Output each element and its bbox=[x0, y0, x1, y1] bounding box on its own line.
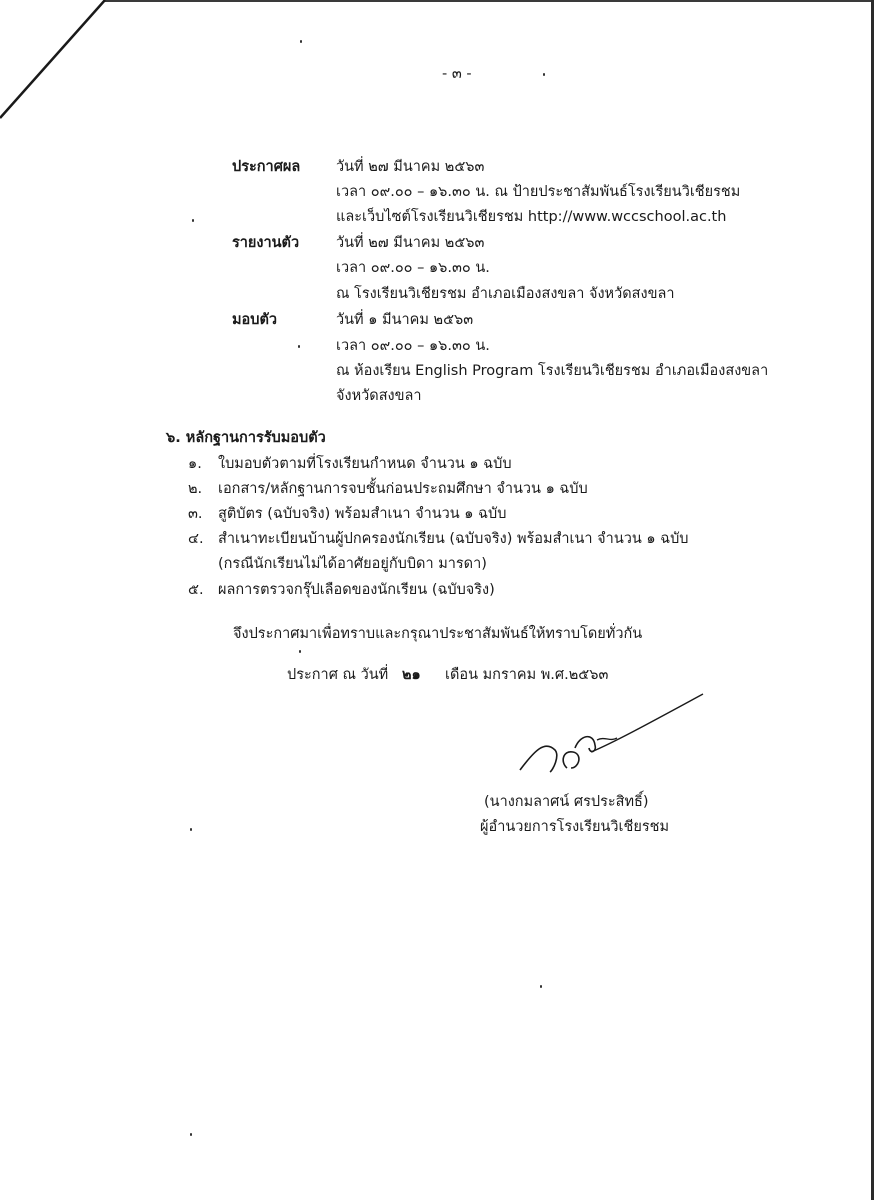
schedule-line: วันที่ ๒๗ มีนาคม ๒๕๖๓ bbox=[336, 235, 485, 251]
scan-speck bbox=[540, 985, 542, 988]
list-item: เอกสาร/หลักฐานการจบชั้นก่อนประถมศึกษา จำนวน ๑ ฉบับ bbox=[218, 481, 588, 497]
schedule-label-results: ประกาศผล bbox=[232, 159, 301, 175]
list-item-number: ๒. bbox=[188, 481, 203, 497]
announce-day: ๒๑ bbox=[402, 667, 421, 683]
list-item: ใบมอบตัวตามที่โรงเรียนกำหนด จำนวน ๑ ฉบับ bbox=[218, 456, 512, 472]
list-item: สูติบัตร (ฉบับจริง) พร้อมสำเนา จำนวน ๑ ฉบับ bbox=[218, 506, 507, 522]
list-item-number: ๑. bbox=[188, 456, 202, 472]
schedule-line: และเว็บไซต์โรงเรียนวิเชียรชม http://www.wccschool.ac.th bbox=[336, 209, 727, 225]
schedule-label-handover: มอบตัว bbox=[232, 312, 278, 328]
schedule-line: ณ ห้องเรียน English Program โรงเรียนวิเชียรชม อำเภอเมืองสงขลา bbox=[336, 363, 769, 379]
section-heading: ๖. หลักฐานการรับมอบตัว bbox=[166, 430, 326, 446]
scan-speck bbox=[192, 219, 194, 222]
scan-speck bbox=[190, 1133, 192, 1136]
scan-speck bbox=[190, 828, 192, 831]
list-item: ผลการตรวจกรุ๊ปเลือดของนักเรียน (ฉบับจริง) bbox=[218, 582, 495, 598]
list-item-number: ๓. bbox=[188, 506, 203, 522]
scan-speck bbox=[298, 345, 300, 348]
signer-title: ผู้อำนวยการโรงเรียนวิเชียรชม bbox=[480, 819, 670, 835]
scan-speck bbox=[543, 73, 545, 76]
list-item-continuation: (กรณีนักเรียนไม่ได้อาศัยอยู่กับบิดา มารดา) bbox=[218, 556, 487, 572]
page-number: - ๓ - bbox=[442, 66, 472, 82]
list-item: สำเนาทะเบียนบ้านผู้ปกครองนักเรียน (ฉบับจริง) พร้อมสำเนา จำนวน ๑ ฉบับ bbox=[218, 531, 689, 547]
schedule-line: วันที่ ๒๗ มีนาคม ๒๕๖๓ bbox=[336, 159, 485, 175]
signer-name: (นางกมลาศน์ ศรประสิทธิ์) bbox=[484, 794, 649, 810]
schedule-line: จังหวัดสงขลา bbox=[336, 388, 422, 404]
scan-edge-top bbox=[0, 0, 874, 2]
scan-speck bbox=[300, 40, 302, 43]
scan-corner-fold bbox=[0, 0, 120, 130]
schedule-line: วันที่ ๑ มีนาคม ๒๕๖๓ bbox=[336, 312, 474, 328]
signature bbox=[505, 690, 705, 780]
list-item-number: ๔. bbox=[188, 531, 204, 547]
closing-statement: จึงประกาศมาเพื่อทราบและกรุณาประชาสัมพันธ์ให้ทราบโดยทั่วกัน bbox=[233, 626, 643, 642]
announce-prefix: ประกาศ ณ วันที่ bbox=[287, 667, 389, 683]
schedule-line: ณ โรงเรียนวิเชียรชม อำเภอเมืองสงขลา จังหวัดสงขลา bbox=[336, 286, 675, 302]
schedule-line: เวลา ๐๙.๐๐ – ๑๖.๓๐ น. bbox=[336, 338, 490, 354]
scan-speck bbox=[299, 650, 301, 653]
schedule-line: เวลา ๐๙.๐๐ – ๑๖.๓๐ น. ณ ป้ายประชาสัมพันธ์โรงเรียนวิเชียรชม bbox=[336, 184, 741, 200]
announce-month-year: เดือน มกราคม พ.ศ.๒๕๖๓ bbox=[445, 667, 609, 683]
schedule-line: เวลา ๐๙.๐๐ – ๑๖.๓๐ น. bbox=[336, 260, 490, 276]
schedule-label-report: รายงานตัว bbox=[232, 235, 300, 251]
list-item-number: ๕. bbox=[188, 582, 204, 598]
